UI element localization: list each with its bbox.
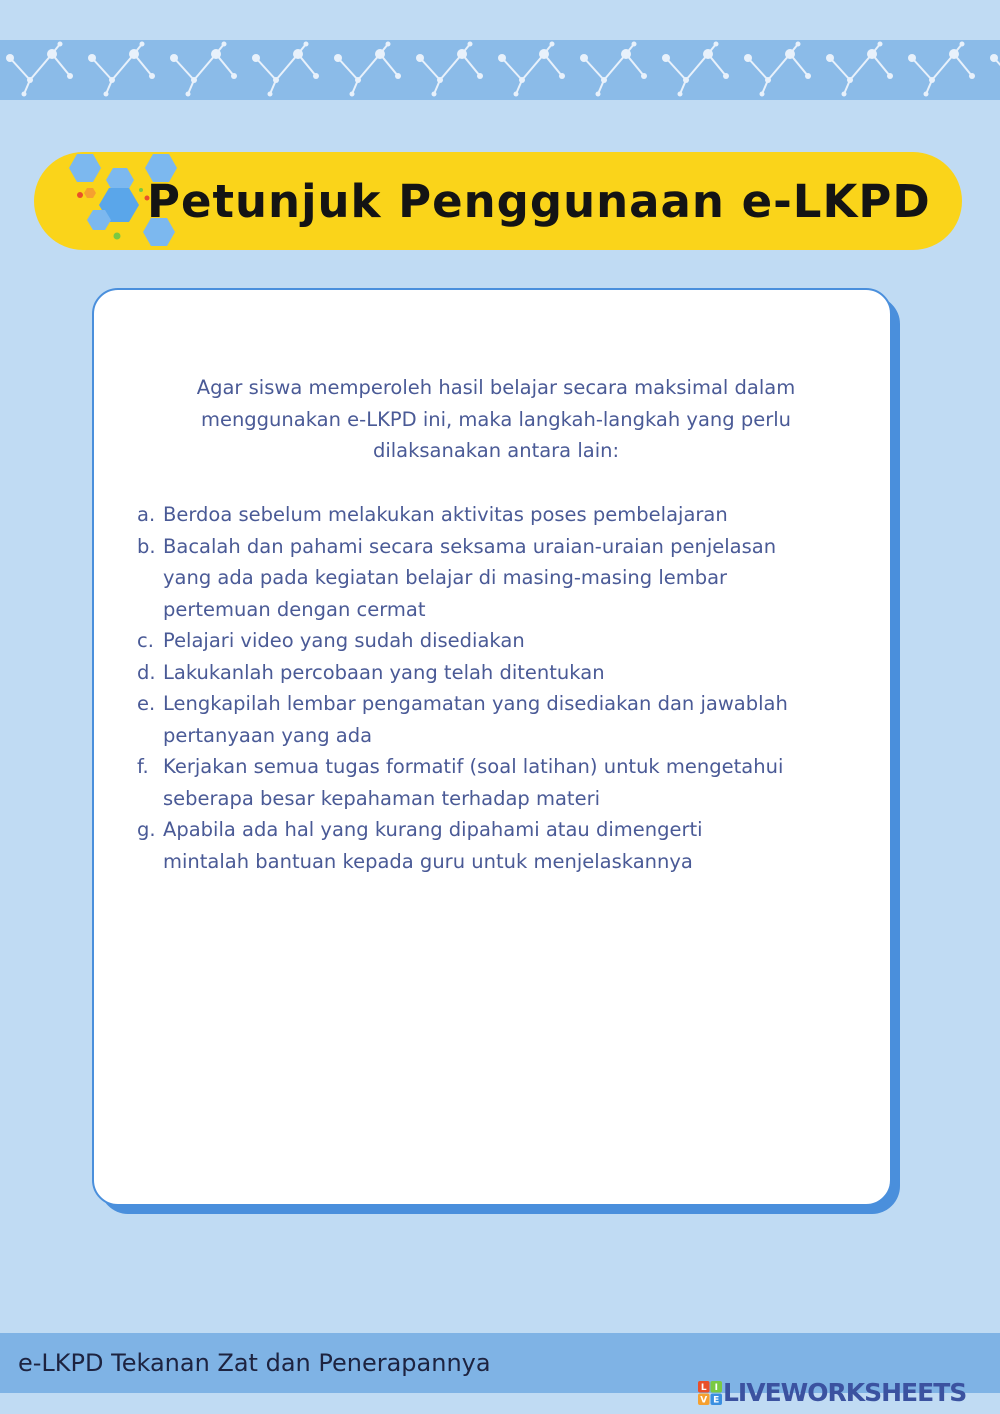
brand-name: LIVEWORKSHEETS — [723, 1378, 967, 1407]
step-text: Pelajari video yang sudah disediakan — [163, 629, 525, 652]
list-item — [137, 688, 877, 751]
page-title: Petunjuk Penggunaan e-LKPD — [147, 175, 931, 228]
list-item — [137, 499, 877, 531]
list-marker: b. — [137, 534, 156, 558]
molecule-pattern-icon — [0, 40, 1000, 100]
svg-text:V: V — [700, 1395, 708, 1405]
list-item — [137, 657, 877, 689]
list-marker: c. — [137, 629, 154, 652]
step-text: Kerjakan semua tugas formatif (soal latihan) untuk mengetahui — [163, 755, 784, 778]
list-marker: a. — [137, 503, 156, 526]
list-item — [137, 751, 877, 814]
list-marker: g. — [137, 818, 156, 841]
step-text: Lengkapilah lembar pengamatan yang disediakan dan jawablah — [163, 692, 788, 715]
svg-text:E: E — [713, 1395, 720, 1405]
liveworksheets-logo-icon — [698, 1381, 722, 1405]
list-marker: f. — [137, 755, 149, 778]
footer-title: e-LKPD Tekanan Zat dan Penerapannya — [18, 1349, 491, 1377]
step-text-continued: seberapa besar kepahaman terhadap materi — [163, 786, 601, 810]
list-item — [137, 531, 877, 626]
step-text: Lakukanlah percobaan yang telah ditentukan — [163, 660, 605, 684]
top-decorative-strip — [0, 40, 1000, 100]
svg-text:I: I — [714, 1383, 718, 1393]
step-text-continued: pertanyaan yang ada — [163, 723, 373, 747]
step-text: Berdoa sebelum melakukan aktivitas poses pembelajaran — [163, 503, 728, 526]
step-text: Apabila ada hal yang kurang dipahami atau dimengerti — [163, 818, 703, 841]
list-marker: d. — [137, 660, 156, 684]
step-text-continued: mintalah bantuan kepada guru untuk menjelaskannya — [163, 849, 693, 873]
list-marker: e. — [137, 692, 156, 715]
list-item — [137, 625, 877, 657]
list-item — [137, 814, 877, 877]
step-text-continued: pertemuan dengan cermat — [163, 597, 426, 621]
step-text-continued: yang ada pada kegiatan belajar di masing-masing lembar — [163, 566, 728, 589]
step-text: Bacalah dan pahami secara seksama uraian-uraian penjelasan — [163, 534, 777, 558]
liveworksheets-brand[interactable] — [698, 1378, 966, 1408]
steps-list — [137, 499, 877, 877]
svg-text:L: L — [700, 1383, 707, 1393]
intro-paragraph: Agar siswa memperoleh hasil belajar secara maksimal dalam menggunakan e-LKPD ini, maka langkah-langkah yang perlu dilaksanakan antara lain: — [196, 376, 796, 462]
